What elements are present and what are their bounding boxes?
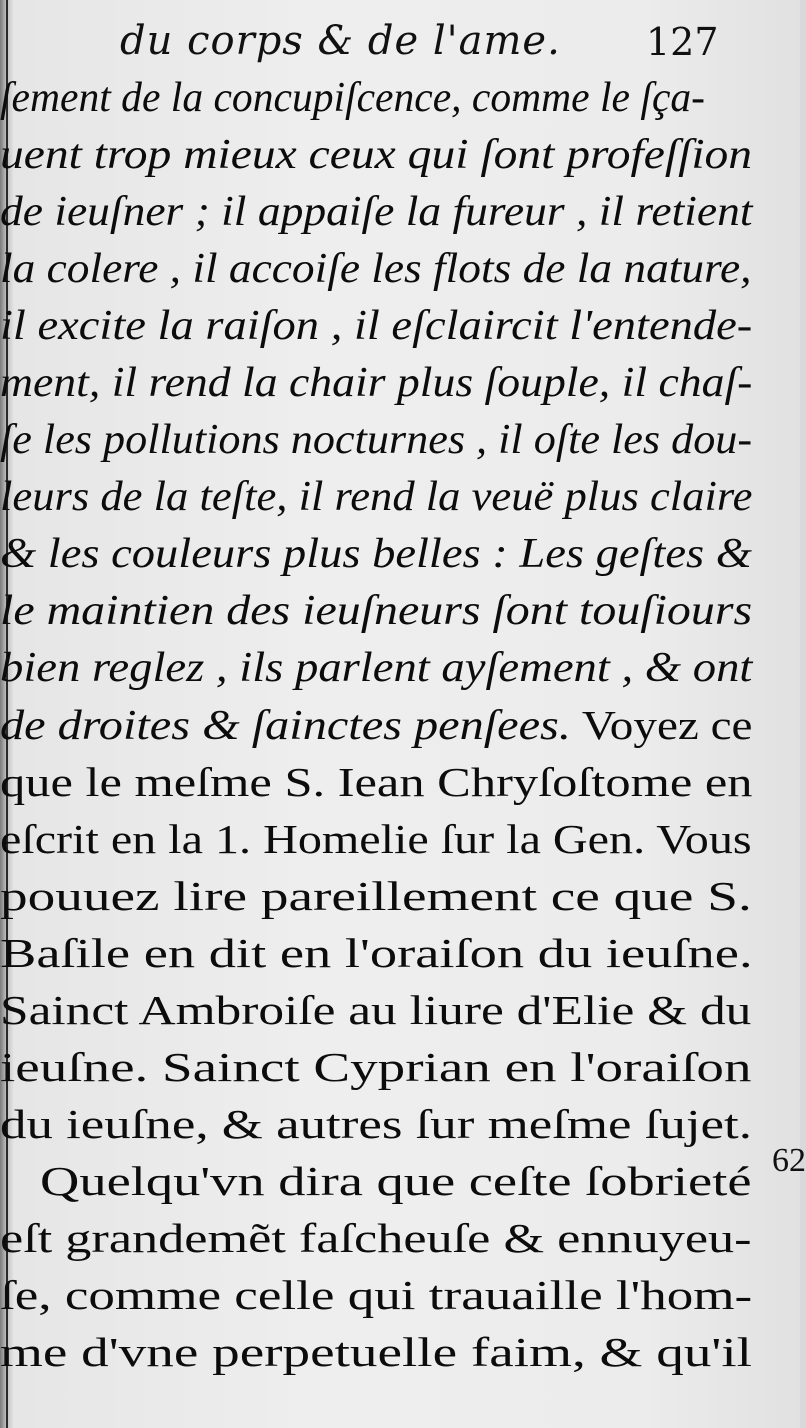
text-line: ſe, comme celle qui trauaille l'hom-: [0, 1272, 753, 1318]
text-line: Sainct Ambroiſe au liure d'Elie & du: [0, 987, 752, 1033]
text-line: eſt grandemẽt faſcheuſe & ennuyeu-: [0, 1215, 752, 1261]
text-line: de ieuſner ; il appaiſe la fureur , il retient: [0, 189, 753, 235]
text-line: il excite la raiſon , il eſclaircit l'entende-: [0, 303, 753, 349]
running-head: [0, 12, 800, 72]
text-line: eſcrit en la 1. Homelie ſur la Gen. Vous: [0, 816, 752, 862]
text-line: me d'vne perpetuelle faim, & qu'il: [0, 1329, 752, 1375]
text-line: ſe les pollutions nocturnes , il oſte les dou-: [0, 417, 753, 463]
text-line: bien reglez , ils parlent ayſement , & ont: [0, 645, 753, 691]
text-line: & les couleurs plus belles : Les geſtes &: [0, 531, 752, 577]
margin-note: 62: [772, 1142, 806, 1179]
text-line: la colere , il accoiſe les flots de la nature,: [0, 246, 752, 292]
page-number: 127: [646, 20, 719, 64]
text-line: ieuſne. Sainct Cyprian en l'oraiſon: [0, 1044, 752, 1090]
text-line: Baſile en dit en l'oraiſon du ieuſne.: [0, 930, 753, 976]
text-line: pouuez lire pareillement ce que S.: [0, 873, 752, 919]
text-line: que le meſme S. Iean Chryſoſtome en: [0, 759, 753, 805]
text-line: du ieuſne, & autres ſur meſme ſujet.: [0, 1101, 752, 1147]
text-line: ſement de la concupiſcence, comme le ſça-: [0, 75, 706, 121]
text-line: [0, 695, 752, 755]
text-line: le maintien des ieuſneurs ſont touſiours: [0, 588, 753, 634]
text-line: ment, il rend la chair plus ſouple, il chaſ-: [0, 360, 753, 406]
running-title: du corps & de l'ame.: [120, 18, 561, 64]
paragraph-start-line: Quelqu'vn dira que ceſte ſobrieté: [40, 1158, 752, 1204]
roman-segment: Voyez ce: [570, 702, 753, 748]
italic-segment: de droites & ſainctes penſees.: [0, 703, 571, 749]
text-line: leurs de la teſte, il rend la veuë plus claire: [0, 474, 753, 520]
text-line: uent trop mieux ceux qui ſont profeſſion: [0, 132, 753, 178]
